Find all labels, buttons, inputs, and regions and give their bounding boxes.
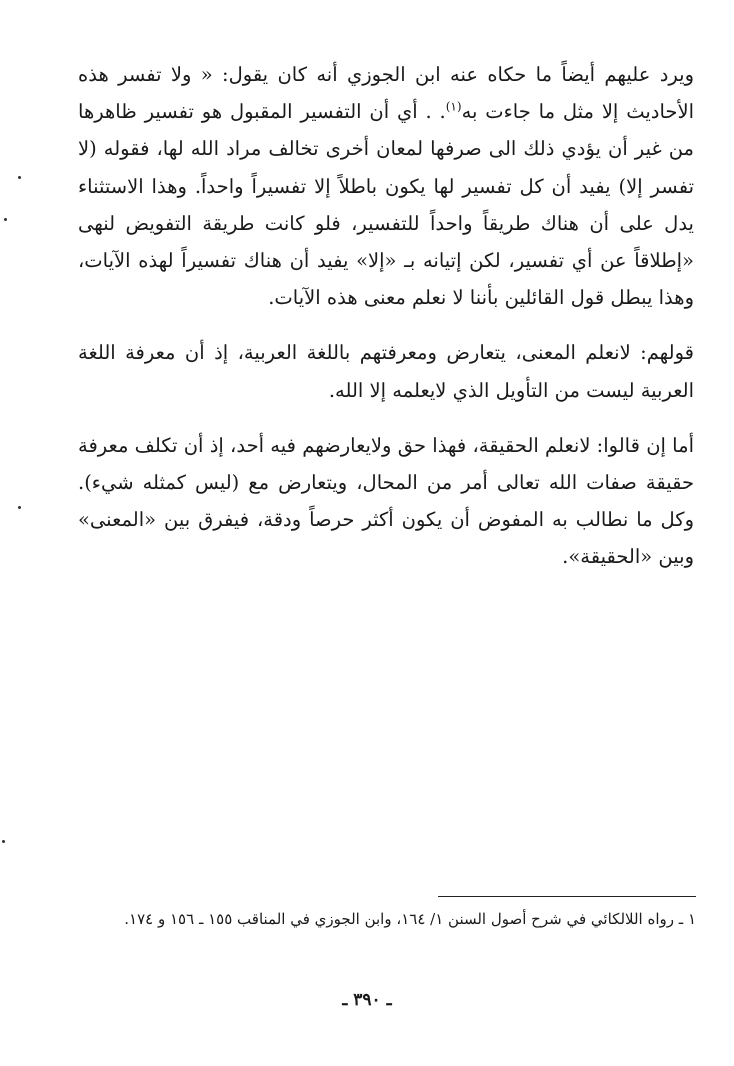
paragraph-1	[78, 56, 694, 316]
margin-speck	[2, 840, 5, 843]
paragraph-3: أما إن قالوا: لانعلم الحقيقة، فهذا حق ولايعارضهم فيه أحد، إذ أن تكلف معرفة حقيقة صفات الله تعالى أمر من المحال، ويتعارض مع (ليس كمثله شيء). وكل ما نطالب به المفوض أن يكون أكثر حرصاً ودقة، فيفرق بين «المعنى» وبين «الحقيقة».	[78, 433, 694, 569]
page-number: ـ ٣٩٠ ـ	[342, 990, 392, 1010]
margin-speck	[18, 176, 21, 179]
footnote-divider	[438, 896, 696, 897]
margin-speck	[4, 218, 7, 221]
footnote-reference[interactable]: (١)	[445, 99, 462, 114]
paragraph-1-rest: . . أي أن التفسير المقبول هو تفسير ظاهرها من غير أن يؤدي ذلك الى صرفها لمعان أخرى تخالف مراد الله لها، فقوله (لا تفسر إلا) يفيد أن كل تفسير لها يكون باطلاً إلا تفسيراً واحداً. وهذا الاستثناء يدل على أن هناك طريقاً واحداً للتفسير، فلو كانت طريقة التفويض لنهى «إطلاقاً عن أي تفسير، لكن إتيانه بـ «إلا» يفيد أن هناك تفسيراً لهذه الآيات، وهذا يبطل قول القائلين بأننا لا نعلم معنى هذه الآيات.	[78, 100, 694, 310]
paragraph-2: قولهم: لانعلم المعنى، يتعارض ومعرفتهم باللغة العربية، إذ أن معرفة اللغة العربية ليست من التأويل الذي لايعلمه إلا الله.	[78, 341, 694, 402]
paragraph-1-start: ويرد عليهم أيضاً ما حكاه عنه ابن الجوزي أنه كان يقول: « ولا تفسر هذه الأحاديث إلا مثل ما جاءت به	[78, 63, 694, 124]
main-text	[78, 56, 694, 576]
footnote: ١ ـ رواه اللالكائي في شرح أصول السنن ١/ ١٦٤، وابن الجوزي في المناقب ١٥٥ ـ ١٥٦ و ١٧٤.	[124, 910, 696, 928]
margin-speck	[18, 506, 21, 509]
